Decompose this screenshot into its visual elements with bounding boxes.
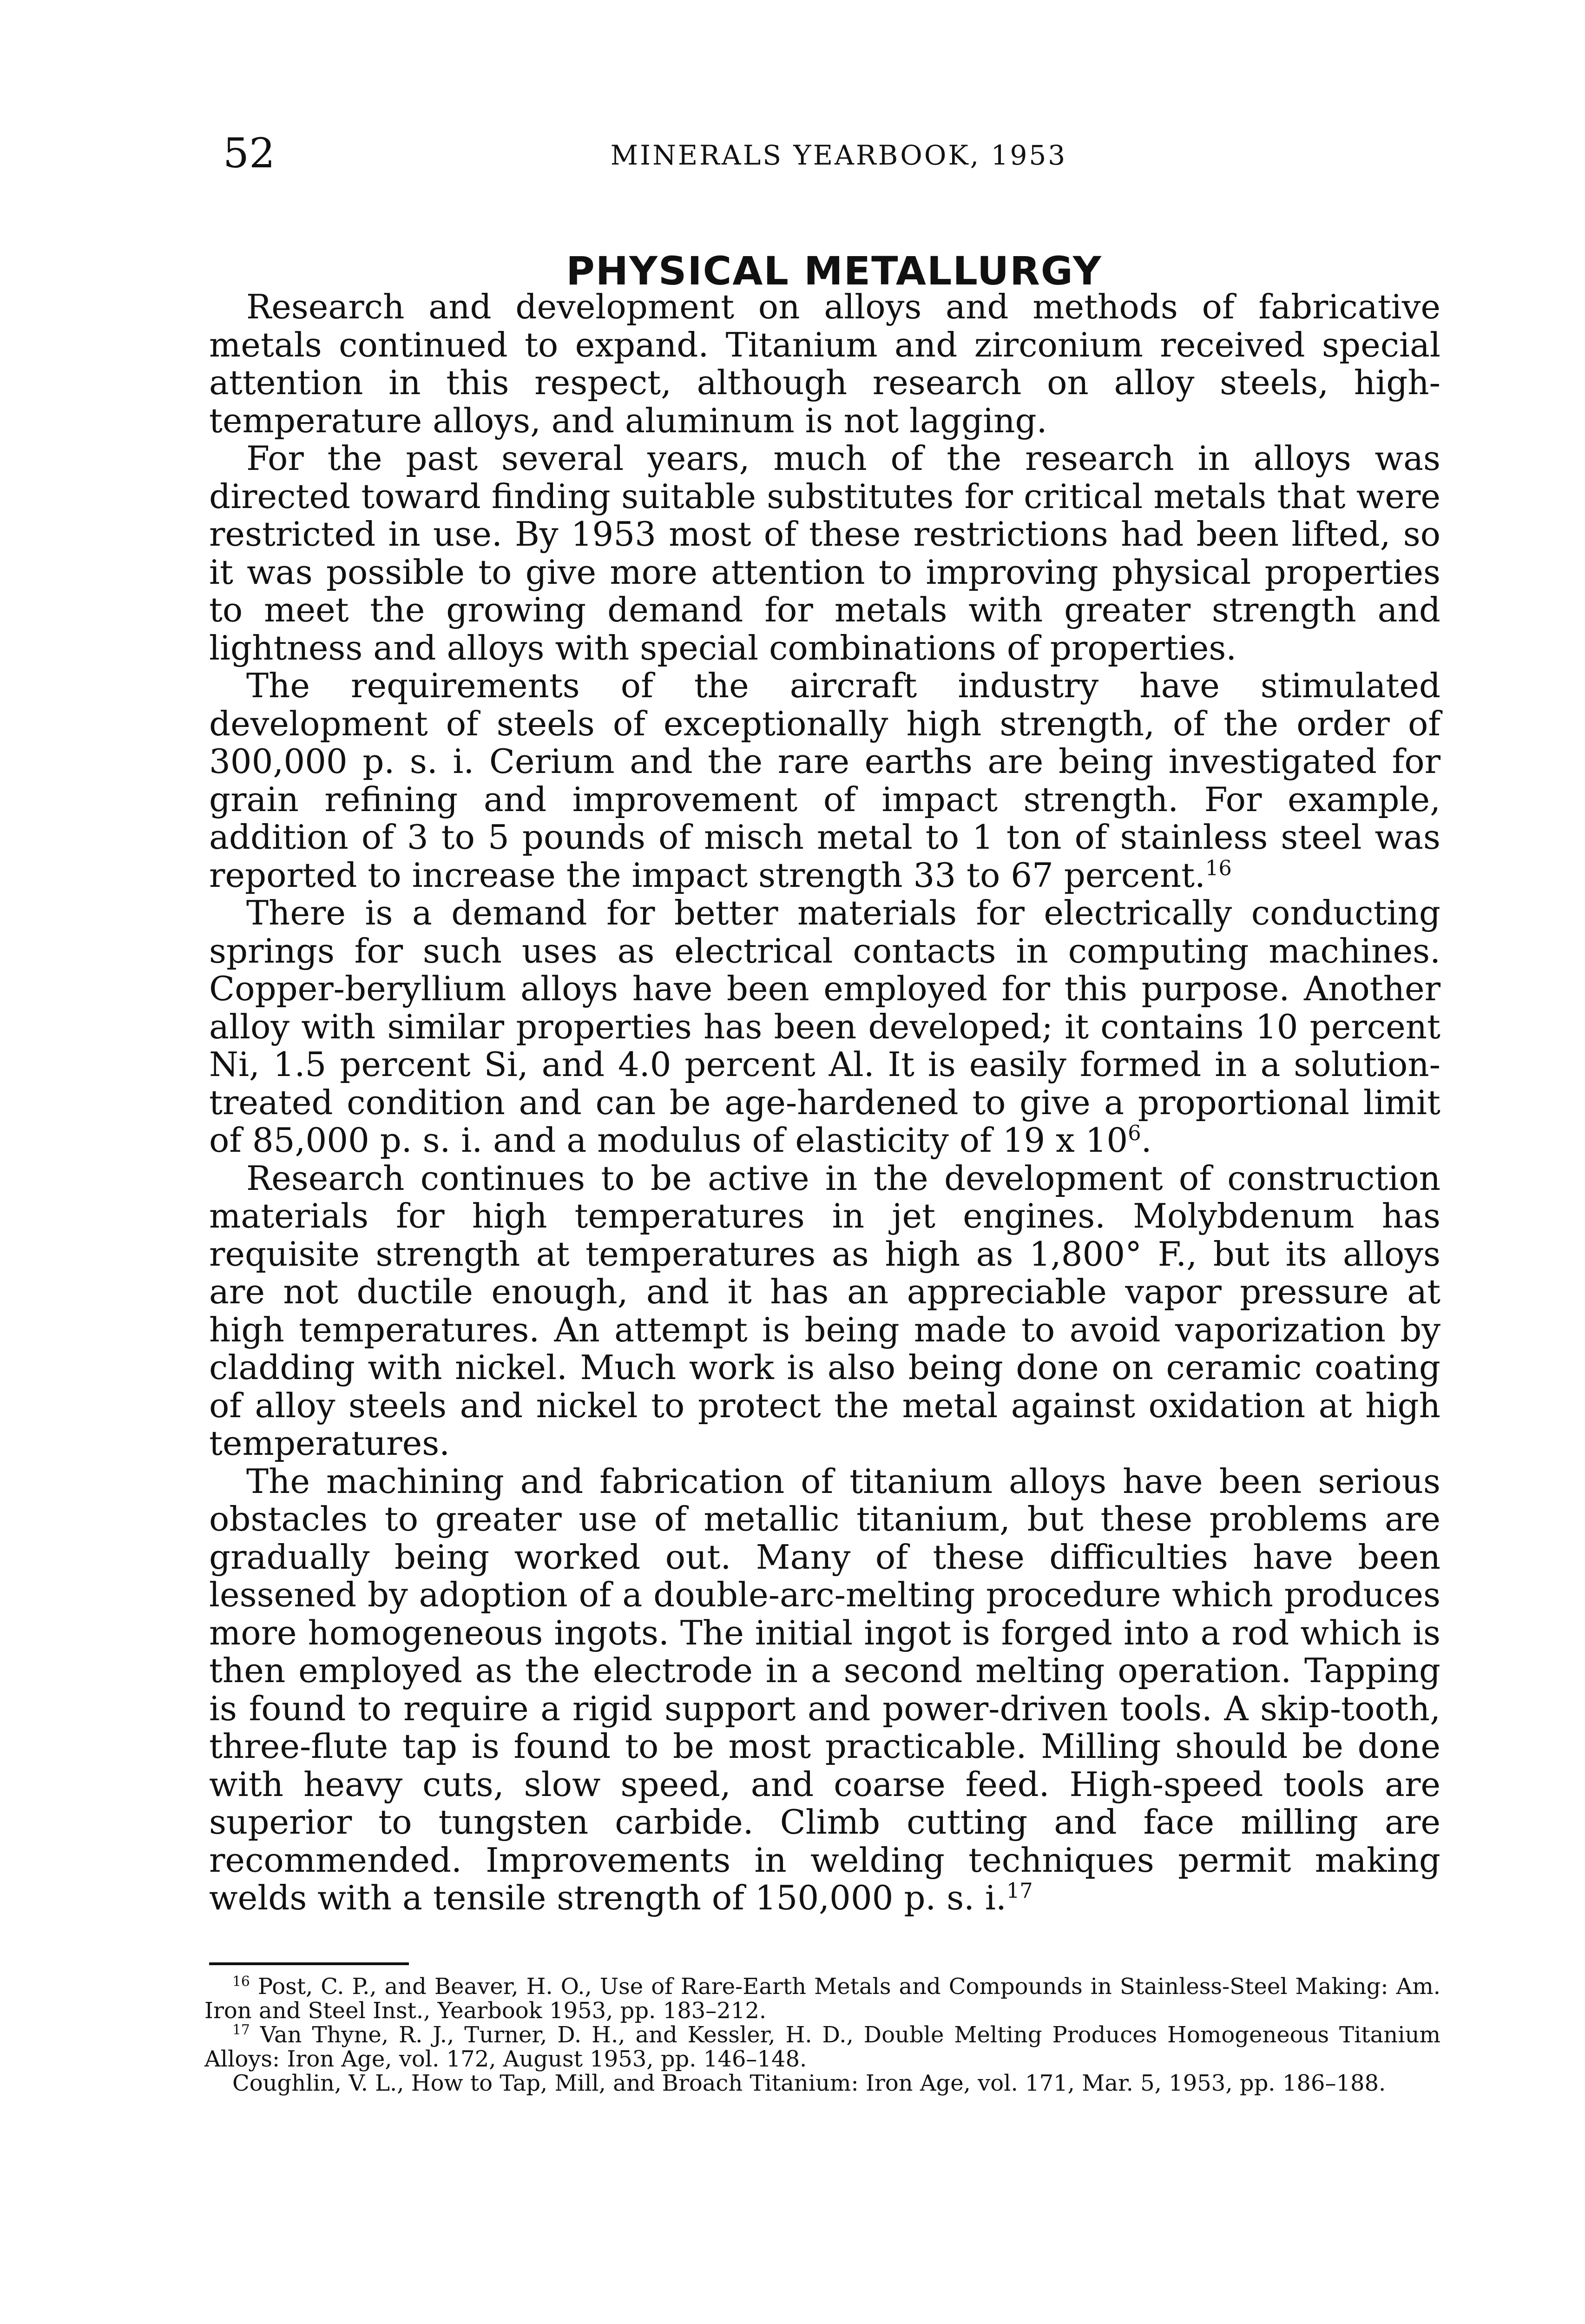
footnote-divider — [209, 1962, 409, 1965]
running-head — [223, 125, 1454, 181]
body-text — [209, 288, 1440, 1917]
footnote — [204, 2023, 1440, 2071]
footnote-reference: 17 — [1006, 1879, 1033, 1903]
exponent: 6 — [1128, 1121, 1141, 1145]
footnote — [204, 2071, 1440, 2095]
footnote-marker: 17 — [232, 2022, 250, 2038]
paragraph-text: Research continues to be active in the development of construction materials for high temperatures in jet engines. Molybdenum has requisite strength at temperatures as high as 1,800° F., but its alloys are not ductile enough, and it has an appreciable vapor pressure at high temperatures. An attempt is being made to avoid vaporization by cladding with nickel. Much work is also being done on ceramic coating of alloy steels and nickel to protect the metal against oxidation at high temperatures. — [209, 1158, 1440, 1463]
section-heading: PHYSICAL METALLURGY — [566, 248, 1102, 294]
paragraph — [209, 1160, 1440, 1463]
paragraph — [209, 440, 1440, 667]
footnote-text: Post, C. P., and Beaver, H. O., Use of Rare-Earth Metals and Compounds in Stainless-Steel Making: Am. Iron and Steel Inst., Yearbook 1953, pp. 183–212. — [204, 1974, 1440, 2024]
paragraph-text: The requirements of the aircraft industry have stimulated development of steels of exceptionally high strength, of the order of 300,000 p. s. i. Cerium and the rare earths are being investigated for grain refining and improvement of impact strength. For example, addition of 3 to 5 pounds of misch metal to 1 ton of stainless steel was reported to increase the impact strength 33 to 67 percent. — [209, 666, 1440, 895]
running-title: MINERALS YEARBOOK, 1953 — [610, 139, 1067, 171]
footnote — [204, 1974, 1440, 2023]
paragraph-text: Research and development on alloys and methods of fabricative metals continued to expand. Titanium and zirconium received special attention in this respect, although research on alloy steels, high-temperature alloys, and aluminum is not lagging. — [209, 287, 1440, 440]
footnote-marker: 16 — [232, 1974, 250, 1990]
paragraph-text: There is a demand for better materials for electrically conducting springs for such uses as electrical contacts in computing machines. Copper-beryllium alloys have been employed for this purpose. Another alloy with similar properties has been developed; it contains 10 percent Ni, 1.5 percent Si, and 4.0 percent Al. It is easily formed in a solution-treated condition and can be age-hardened to give a proportional limit of 85,000 p. s. i. and a modulus of elasticity of 19 x 10 — [209, 893, 1440, 1160]
page-number: 52 — [223, 129, 275, 177]
footnotes — [204, 1974, 1440, 2095]
paragraph — [209, 1463, 1440, 1917]
paragraph — [209, 894, 1440, 1160]
paragraph-punctuation: . — [1141, 1121, 1152, 1160]
footnote-text: Coughlin, V. L., How to Tap, Mill, and Broach Titanium: Iron Age, vol. 171, Mar. 5, 1953, pp. 186–188. — [232, 2070, 1386, 2096]
footnote-reference: 16 — [1205, 856, 1232, 880]
footnote-text: Van Thyne, R. J., Turner, D. H., and Kessler, H. D., Double Melting Produces Homogeneous Titanium Alloys: Iron Age, vol. 172, August 1953, pp. 146–148. — [204, 2022, 1440, 2072]
paragraph-text: For the past several years, much of the research in alloys was directed toward finding suitable substitutes for critical metals that were restricted in use. By 1953 most of these restrictions had been lifted, so it was possible to give more attention to improving physical properties to meet the growing demand for metals with greater strength and lightness and alloys with special combinations of properties. — [209, 439, 1440, 667]
paragraph — [209, 288, 1440, 440]
paragraph-text: The machining and fabrication of titanium alloys have been serious obstacles to greater use of metallic titanium, but these problems are gradually being worked out. Many of these difficulties have been lessened by adoption of a double-arc-melting procedure which produces more homogeneous ingots. The initial ingot is forged into a rod which is then employed as the electrode in a second melting operation. Tapping is found to require a rigid support and power-driven tools. A skip-tooth, three-flute tap is found to be most practicable. Milling should be done with heavy cuts, slow speed, and coarse feed. High-speed tools are superior to tungsten carbide. Climb cutting and face milling are recommended. Improvements in welding techniques permit making welds with a tensile strength of 150,000 p. s. i. — [209, 1461, 1440, 1917]
paragraph — [209, 667, 1440, 894]
